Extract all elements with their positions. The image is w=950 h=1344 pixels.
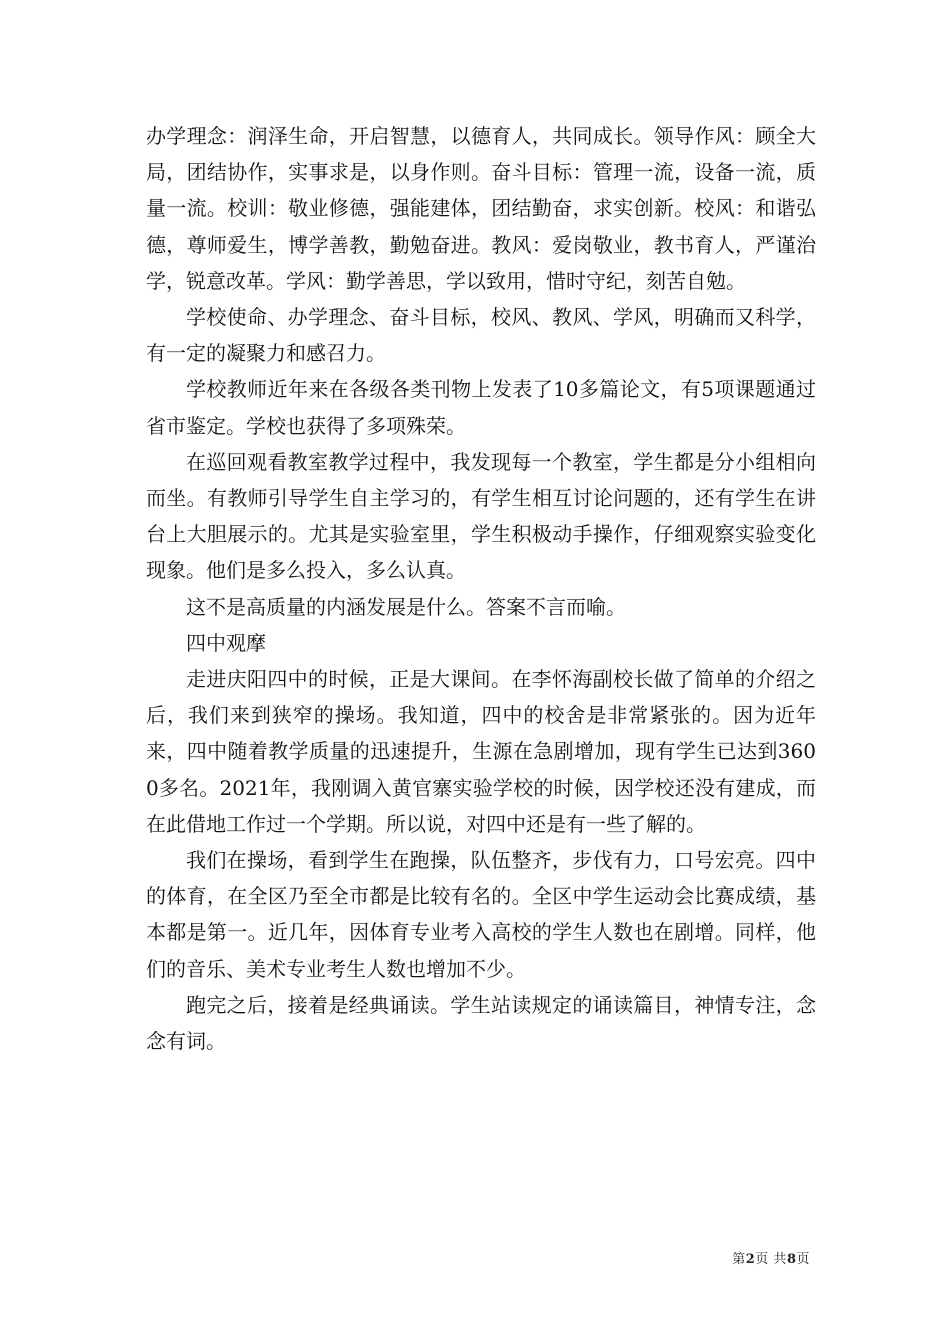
- section-heading-fourth-school: 四中观摩: [186, 630, 266, 655]
- paragraph-school-philosophy: 办学理念：润泽生命，开启智慧，以德育人，共同成长。领导作风：顾全大局，团结协作，实事求是，以身作则。奋斗目标：管理一流，设备一流，质量一流。校训：敬业修德，强能建体，团结勤奋，求实创新。校风：和谐弘德，尊师爱生，博学善教，勤勉奋进。教风：爱岗敬业，教书育人，严谨治学，锐意改革。学风：勤学善思，学以致用，惜时守纪，刻苦自勉。: [146, 124, 816, 293]
- paragraph-classic-reading: 跑完之后，接着是经典诵读。学生站读规定的诵读篇目，神情专注，念念有词。: [146, 992, 816, 1054]
- footer-suffix: 页: [796, 1252, 810, 1267]
- paragraph-classroom-observation: 在巡回观看教室教学过程中，我发现每一个教室，学生都是分小组相向而坐。有教师引导学生自主学习的，有学生相互讨论问题的，还有学生在讲台上大胆展示的。尤其是实验室里，学生积极动手操作，仔细观察实验变化现象。他们是多么投入，多么认真。: [146, 449, 816, 583]
- paragraph-quality-conclusion: 这不是高质量的内涵发展是什么。答案不言而喻。: [186, 594, 626, 619]
- page-number-footer: [732, 1248, 810, 1267]
- paragraph-sports-exercise: 我们在操场，看到学生在跑操，队伍整齐，步伐有力，口号宏亮。四中的体育，在全区乃至全市都是比较有名的。全区中学生运动会比赛成绩，基本都是第一。近几年，因体育专业考入高校的学生人数也在剧增。同样，他们的音乐、美术专业考生人数也增加不少。: [146, 848, 816, 981]
- document-body: [146, 118, 816, 1059]
- paragraph-mission-summary: 学校使命、办学理念、奋斗目标，校风、教风、学风，明确而又科学，有一定的凝聚力和感召力。: [146, 305, 816, 366]
- footer-total-pages: 8: [786, 1252, 797, 1267]
- paragraph-fourth-school-intro: 走进庆阳四中的时候，正是大课间。在李怀海副校长做了简单的介绍之后，我们来到狭窄的操场。我知道，四中的校舍是非常紧张的。因为近年来，四中随着教学质量的迅速提升，生源在急剧增加，现有学生已达到3600多名。2021年，我刚调入黄官寨实验学校的时候，因学校还没有建成，而在此借地工作过一个学期。所以说，对四中还是有一些了解的。: [146, 667, 816, 836]
- paragraph-teacher-achievements: 学校教师近年来在各级各类刊物上发表了10多篇论文，有5项课题通过省市鉴定。学校也获得了多项殊荣。: [146, 377, 816, 438]
- footer-prefix: 第: [732, 1252, 746, 1267]
- footer-current-page: 2: [745, 1252, 756, 1267]
- footer-middle: 页 共: [755, 1252, 787, 1267]
